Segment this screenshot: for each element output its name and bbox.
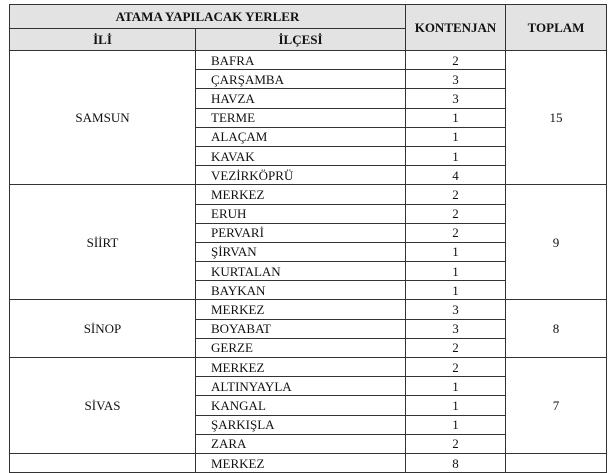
district-name: MERKEZ (196, 300, 406, 319)
table-body (10, 51, 607, 473)
district-name: ALAÇAM (196, 127, 406, 146)
province-name: SİNOP (10, 300, 196, 358)
district-quota: 1 (406, 262, 506, 281)
district-name: GERZE (196, 338, 406, 357)
province-total (506, 453, 607, 472)
table-row (10, 453, 607, 472)
district-name: ŞARKIŞLA (196, 415, 406, 434)
district-quota: 1 (406, 377, 506, 396)
district-name: KAVAK (196, 146, 406, 165)
header-il: İLİ (10, 29, 196, 51)
district-name: ALTINYAYLA (196, 377, 406, 396)
province-total: 7 (506, 358, 607, 454)
province-name: SAMSUN (10, 51, 196, 185)
assignment-table (9, 4, 607, 473)
district-quota: 3 (406, 319, 506, 338)
district-quota: 1 (406, 242, 506, 261)
table-row (10, 185, 607, 204)
district-name: ÇARŞAMBA (196, 70, 406, 89)
district-quota: 2 (406, 185, 506, 204)
district-name: BOYABAT (196, 319, 406, 338)
district-quota: 2 (406, 223, 506, 242)
province-name: SİVAS (10, 358, 196, 454)
district-name: VEZİRKÖPRÜ (196, 166, 406, 185)
header-group-title: ATAMA YAPILACAK YERLER (10, 5, 406, 29)
province-name (10, 453, 196, 472)
district-name: PERVARİ (196, 223, 406, 242)
district-name: BAYKAN (196, 281, 406, 300)
district-quota: 2 (406, 338, 506, 357)
header-ilce: İLÇESİ (196, 29, 406, 51)
table-row (10, 358, 607, 377)
district-name: KANGAL (196, 396, 406, 415)
province-total: 8 (506, 300, 607, 358)
district-name: ŞİRVAN (196, 242, 406, 261)
district-name: MERKEZ (196, 358, 406, 377)
district-name: MERKEZ (196, 185, 406, 204)
district-quota: 1 (406, 108, 506, 127)
district-name: ZARA (196, 434, 406, 453)
district-quota: 1 (406, 127, 506, 146)
province-name: SİİRT (10, 185, 196, 300)
district-quota: 3 (406, 70, 506, 89)
header-toplam: TOPLAM (506, 5, 607, 51)
province-total: 9 (506, 185, 607, 300)
district-name: MERKEZ (196, 453, 406, 472)
district-quota: 2 (406, 358, 506, 377)
district-quota: 1 (406, 281, 506, 300)
district-quota: 8 (406, 453, 506, 472)
district-quota: 2 (406, 51, 506, 70)
district-quota: 1 (406, 396, 506, 415)
table-row (10, 51, 607, 70)
table-row (10, 300, 607, 319)
district-quota: 3 (406, 89, 506, 108)
province-total: 15 (506, 51, 607, 185)
district-quota: 3 (406, 300, 506, 319)
district-name: KURTALAN (196, 262, 406, 281)
district-quota: 1 (406, 146, 506, 165)
district-name: ERUH (196, 204, 406, 223)
district-name: BAFRA (196, 51, 406, 70)
district-quota: 2 (406, 204, 506, 223)
district-name: TERME (196, 108, 406, 127)
district-quota: 2 (406, 434, 506, 453)
district-quota: 1 (406, 415, 506, 434)
header-kontenjan: KONTENJAN (406, 5, 506, 51)
district-name: HAVZA (196, 89, 406, 108)
district-quota: 4 (406, 166, 506, 185)
